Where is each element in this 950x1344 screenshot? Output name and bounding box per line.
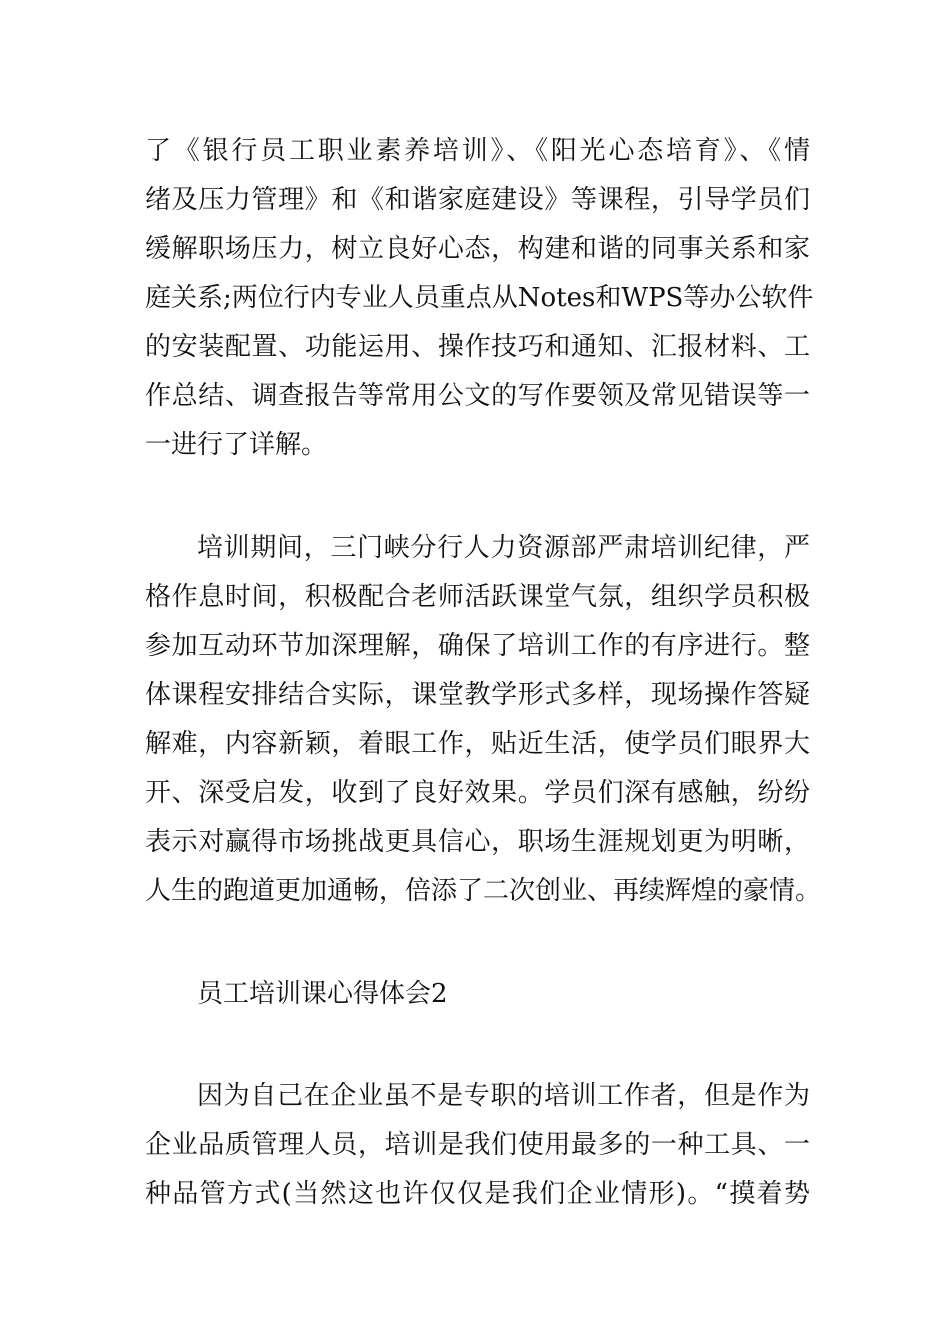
paragraph-line: 体课程安排结合实际，课堂教学形式多样，现场操作答疑 (145, 680, 810, 710)
paragraph-line: 人生的跑道更加通畅，倍添了二次创业、再续辉煌的豪情。 (145, 876, 822, 906)
paragraph-line: 一进行了详解。 (145, 430, 328, 460)
paragraph-line: 格作息时间，积极配合老师活跃课堂气氛，组织学员积极 (145, 582, 810, 612)
paragraph-line: 作总结、调查报告等常用公文的写作要领及常见错误等一 (145, 381, 810, 411)
paragraph-line: 参加互动环节加深理解，确保了培训工作的有序进行。整 (145, 631, 810, 661)
paragraph-line: 企业品质管理人员，培训是我们使用最多的一种工具、一 (145, 1130, 810, 1160)
paragraph-line: 绪及压力管理》和《和谐家庭建设》等课程，引导学员们 (145, 185, 810, 215)
paragraph-line: 庭关系;两位行内专业人员重点从Notes和WPS等办公软件 (145, 283, 814, 313)
section-heading: 员工培训课心得体会2 (197, 979, 448, 1009)
paragraph-line: 种品管方式(当然这也许仅仅是我们企业情形)。“摸着势 (145, 1179, 810, 1209)
paragraph-line: 缓解职场压力，树立良好心态，构建和谐的同事关系和家 (145, 234, 810, 264)
paragraph-line: 因为自己在企业虽不是专职的培训工作者，但是作为 (197, 1081, 810, 1111)
paragraph-line: 了《银行员工职业素养培训》、《阳光心态培育》、《情 (145, 136, 810, 166)
paragraph-line: 表示对赢得市场挑战更具信心，职场生涯规划更为明晰， (145, 827, 810, 857)
paragraph-line: 培训期间，三门峡分行人力资源部严肃培训纪律，严 (197, 533, 810, 563)
paragraph-line: 的安装配置、功能运用、操作技巧和通知、汇报材料、工 (145, 332, 810, 362)
paragraph-line: 开、深受启发，收到了良好效果。学员们深有感触，纷纷 (145, 778, 810, 808)
paragraph-line: 解难，内容新颖，着眼工作，贴近生活，使学员们眼界大 (145, 729, 810, 759)
